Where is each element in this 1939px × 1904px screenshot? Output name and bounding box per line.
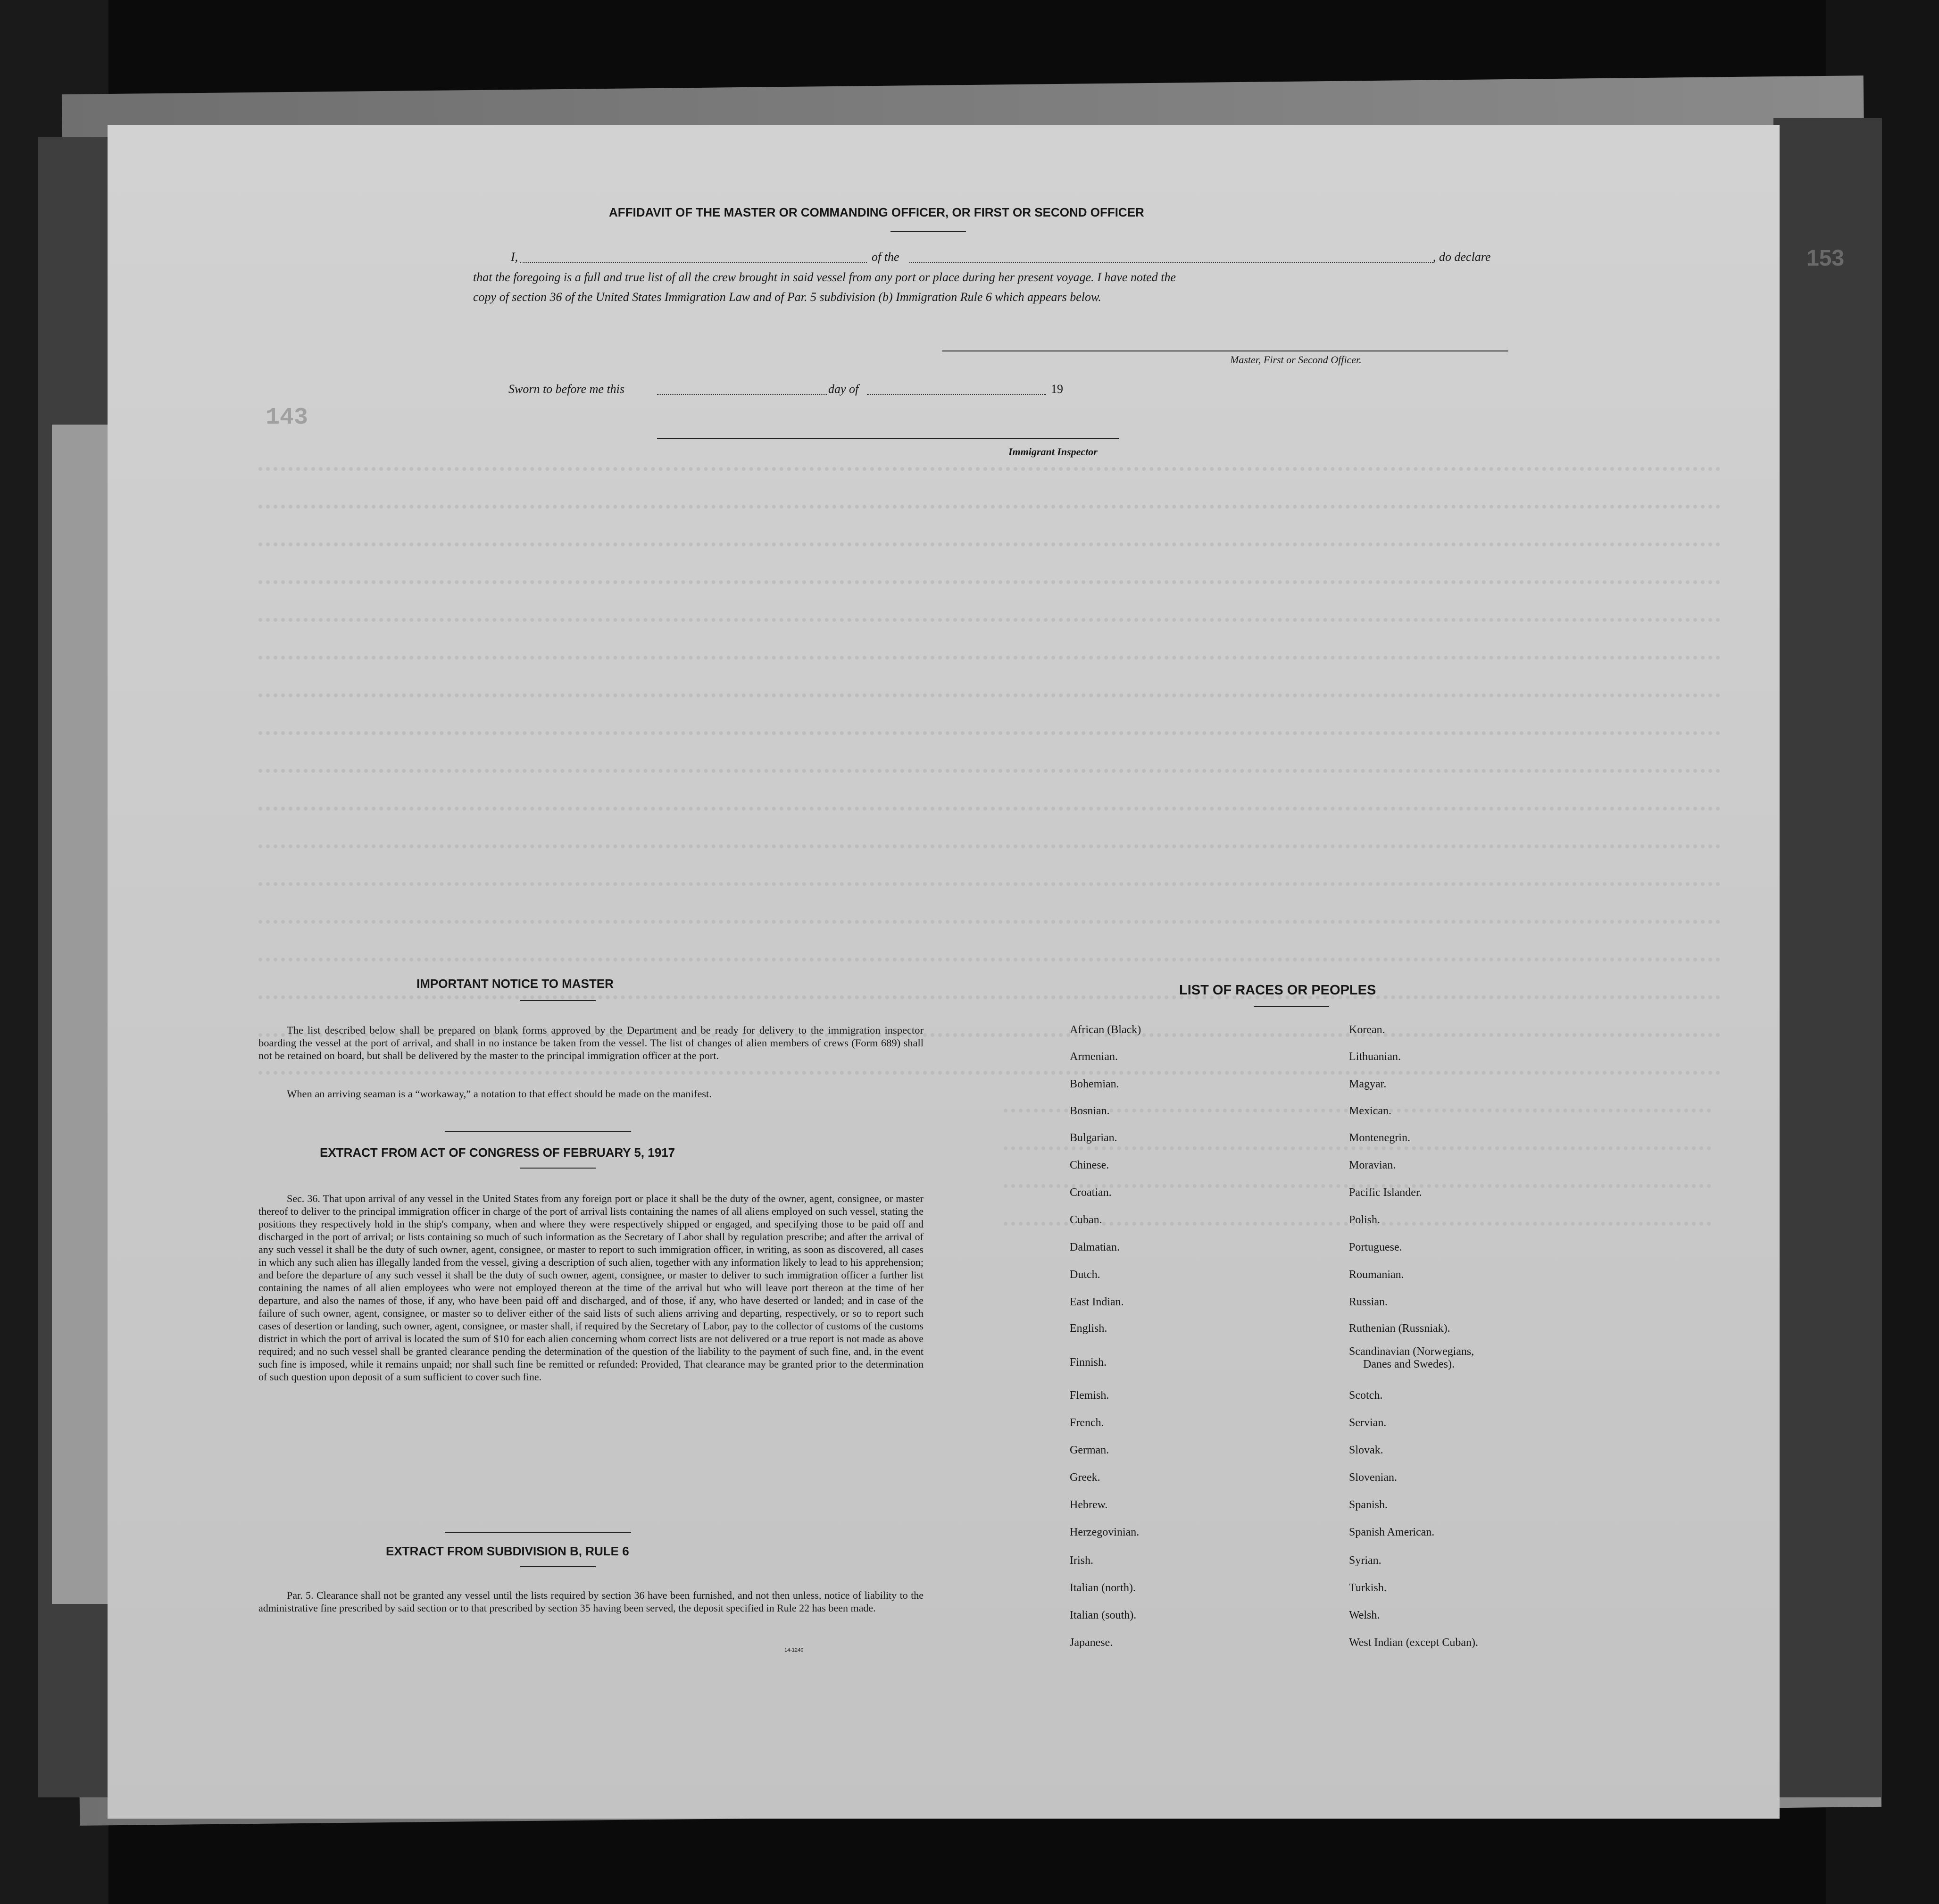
bleed-through-row: [258, 958, 1721, 970]
race-item: Servian.: [1349, 1417, 1387, 1429]
bleed-through-row: [258, 505, 1721, 517]
bleed-through-row: [258, 467, 1721, 479]
race-item: Dutch.: [1070, 1269, 1100, 1281]
race-item: African (Black): [1070, 1024, 1141, 1036]
race-item: Lithuanian.: [1349, 1051, 1401, 1063]
master-name-field[interactable]: [520, 262, 867, 263]
race-item: Turkish.: [1349, 1582, 1387, 1594]
race-item: Herzegovinian.: [1070, 1526, 1140, 1538]
race-item: English.: [1070, 1322, 1107, 1335]
race-item: Bosnian.: [1070, 1105, 1110, 1117]
section-36-text: Sec. 36. That upon arrival of any vessel in the United States from any foreign port or place it shall be the duty of the owner, agent, consignee, or master thereof to deliver to the principal immigration officer in charge of the port of arrival lists containing the names of all aliens employed on such vessel, stating the positions they respectively hold in the ship's company, when and where they were respectively shipped or engaged, and specifying those to be paid off and discharged in the port of arrival; or lists containing so much of such information as the Secretary of Labor shall by regulation prescribe; and after the arrival of any such vessel it shall be the duty of such owner, agent, consignee, or master to report to such immigration officer, in writing, as soon as discovered, all cases in which any such alien has illegally landed from the vessel, giving a description of such alien, together with any information likely to lead to his apprehension; and before the departure of any such vessel it shall be the duty of such owner, agent, consignee, or master to deliver to such immigration officer a further list containing the names of all alien employees who were not employed thereon at the time of the arrival but who will leave port thereon at the time of her departure, and also the names of those, if any, who have been paid off and discharged, and of those, if any, who have deserted or landed; and in case of the failure of such owner, agent, consignee, or master so to deliver either of the said lists of such aliens arriving and departing, respectively, or so to report such cases of desertion or landing, such owner, agent, consignee, or master shall, if required by the Secretary of Labor, pay to the collector of customs of the customs district in which the port of arrival is located the sum of $10 for each alien concerning whom correct lists are not delivered or a true report is not made as above required; and no such vessel shall be granted clearance pending the determination of the question of the liability to the payment of such fine, and, in the event such fine is imposed, while it remains unpaid; nor shall such fine be remitted or refunded: Provided, That clearance may be granted prior to the determination of such question upon deposit of a sum sufficient to cover such fine.: [258, 1193, 924, 1383]
race-item: Slovenian.: [1349, 1471, 1397, 1484]
race-item: Polish.: [1349, 1214, 1381, 1226]
sworn-label: Sworn to before me this: [508, 382, 625, 396]
right-page-stack: [1773, 118, 1882, 1797]
race-item: Moravian.: [1349, 1159, 1396, 1171]
race-item: Bohemian.: [1070, 1078, 1119, 1090]
race-item: Roumanian.: [1349, 1269, 1404, 1281]
race-item: Dalmatian.: [1070, 1241, 1120, 1253]
race-item: East Indian.: [1070, 1296, 1124, 1308]
race-item: Magyar.: [1349, 1078, 1387, 1090]
section-divider: [445, 1131, 631, 1132]
faded-page-number: 143: [266, 404, 308, 431]
notice-title: IMPORTANT NOTICE TO MASTER: [416, 977, 614, 991]
bleed-through-row: [258, 769, 1721, 781]
extract-act-rule: [520, 1168, 596, 1169]
inspector-signature-line[interactable]: [657, 438, 1119, 439]
race-item: Slovak.: [1349, 1444, 1383, 1456]
affidavit-i-label: I,: [511, 250, 518, 264]
race-item: Welsh.: [1349, 1609, 1380, 1621]
bleed-through-row: [1004, 1146, 1711, 1159]
race-item: Spanish.: [1349, 1499, 1388, 1511]
bleed-through-row: [258, 807, 1721, 819]
race-item: Chinese.: [1070, 1159, 1109, 1171]
rule-6-text: Par. 5. Clearance shall not be granted any vessel until the lists required by section 36 have been furnished, and not then unless, notice of liability to the administrative fine prescribed by said section or to that prescribed by section 35 having been served, the deposit specified in Rule 22 has been made.: [258, 1589, 924, 1614]
bleed-through-row: [258, 844, 1721, 857]
affidavit-line-2: that the foregoing is a full and true list of all the crew brought in said vessel from any port or place during her present voyage. I have noted the: [473, 270, 1176, 284]
notice-paragraph-2: When an arriving seaman is a “workaway,” a notation to that effect should be made on the manifest.: [287, 1088, 712, 1100]
bleed-through-row: [258, 1071, 1721, 1083]
affidavit-of-the-label: of the: [872, 250, 899, 264]
race-item: Italian (south).: [1070, 1609, 1137, 1621]
race-item: Greek.: [1070, 1471, 1100, 1484]
races-title: LIST OF RACES OR PEOPLES: [1179, 983, 1376, 998]
bleed-through-row: [258, 580, 1721, 593]
extract-rule-title: EXTRACT FROM SUBDIVISION B, RULE 6: [386, 1544, 629, 1558]
race-item: Portuguese.: [1349, 1241, 1402, 1253]
bleed-through-row: [258, 995, 1721, 1008]
bleed-through-row: [258, 731, 1721, 743]
form-number: 14-1240: [784, 1647, 804, 1653]
race-item: Hebrew.: [1070, 1499, 1108, 1511]
notice-rule: [520, 1000, 596, 1001]
bleed-through-row: [258, 920, 1721, 932]
affidavit-declare-label: , do declare: [1433, 250, 1491, 264]
bleed-through-row: [258, 618, 1721, 630]
affidavit-line-3: copy of section 36 of the United States Immigration Law and of Par. 5 subdivision (b) Immigration Rule 6 which appears below.: [473, 290, 1101, 304]
sworn-day-of-label: day of: [828, 382, 859, 396]
manifest-page: [108, 125, 1780, 1819]
left-page-edge: [52, 425, 113, 1604]
race-item: Syrian.: [1349, 1554, 1381, 1567]
race-item: French.: [1070, 1417, 1104, 1429]
race-item: Cuban.: [1070, 1214, 1102, 1226]
race-item: Japanese.: [1070, 1637, 1113, 1649]
affidavit-title: AFFIDAVIT OF THE MASTER OR COMMANDING OFFICER, OR FIRST OR SECOND OFFICER: [609, 205, 1144, 219]
signature-label: Master, First or Second Officer.: [1230, 354, 1362, 366]
race-item: Spanish American.: [1349, 1526, 1435, 1538]
race-item: Mexican.: [1349, 1105, 1391, 1117]
section-divider: [445, 1532, 631, 1533]
race-item: West Indian (except Cuban).: [1349, 1637, 1478, 1649]
page-number: 153: [1806, 246, 1845, 271]
race-item: Armenian.: [1070, 1051, 1118, 1063]
title-rule: [890, 231, 966, 232]
vessel-name-field[interactable]: [909, 262, 1433, 263]
race-item: Italian (north).: [1070, 1582, 1136, 1594]
race-item: Croatian.: [1070, 1186, 1112, 1199]
race-item: Scandinavian (Norwegians,: [1349, 1345, 1474, 1358]
notice-paragraph-1: The list described below shall be prepared on blank forms approved by the Department and be ready for delivery to the immigration inspector boarding the vessel at the port of arrival, and shall in no instance be taken from the vessel. The list of changes of alien members of crews (Form 689) shall not be retained on board, but shall be delivered by the master to the principal immigration officer at the port.: [258, 1024, 924, 1061]
race-item: Montenegrin.: [1349, 1132, 1410, 1144]
race-item-continuation: Danes and Swedes).: [1363, 1358, 1455, 1370]
race-item: Finnish.: [1070, 1356, 1107, 1369]
race-item: Scotch.: [1349, 1389, 1383, 1402]
race-item: Bulgarian.: [1070, 1132, 1117, 1144]
races-rule: [1254, 1006, 1329, 1007]
sworn-month-field[interactable]: [867, 394, 1046, 395]
sworn-day-field[interactable]: [657, 394, 827, 395]
extract-act-title: EXTRACT FROM ACT OF CONGRESS OF FEBRUARY 5, 1917: [320, 1145, 675, 1160]
race-item: Pacific Islander.: [1349, 1186, 1422, 1199]
extract-rule-rule: [520, 1566, 596, 1567]
race-item: Korean.: [1349, 1024, 1385, 1036]
race-item: Russian.: [1349, 1296, 1388, 1308]
bleed-through-row: [258, 693, 1721, 706]
sworn-year-label: 19: [1051, 382, 1063, 396]
bleed-through-row: [258, 882, 1721, 894]
bleed-through-row: [258, 656, 1721, 668]
race-item: Flemish.: [1070, 1389, 1109, 1402]
race-item: German.: [1070, 1444, 1109, 1456]
inspector-label: Immigrant Inspector: [1008, 446, 1098, 458]
race-item: Ruthenian (Russniak).: [1349, 1322, 1450, 1335]
bleed-through-row: [258, 543, 1721, 555]
race-item: Irish.: [1070, 1554, 1093, 1567]
